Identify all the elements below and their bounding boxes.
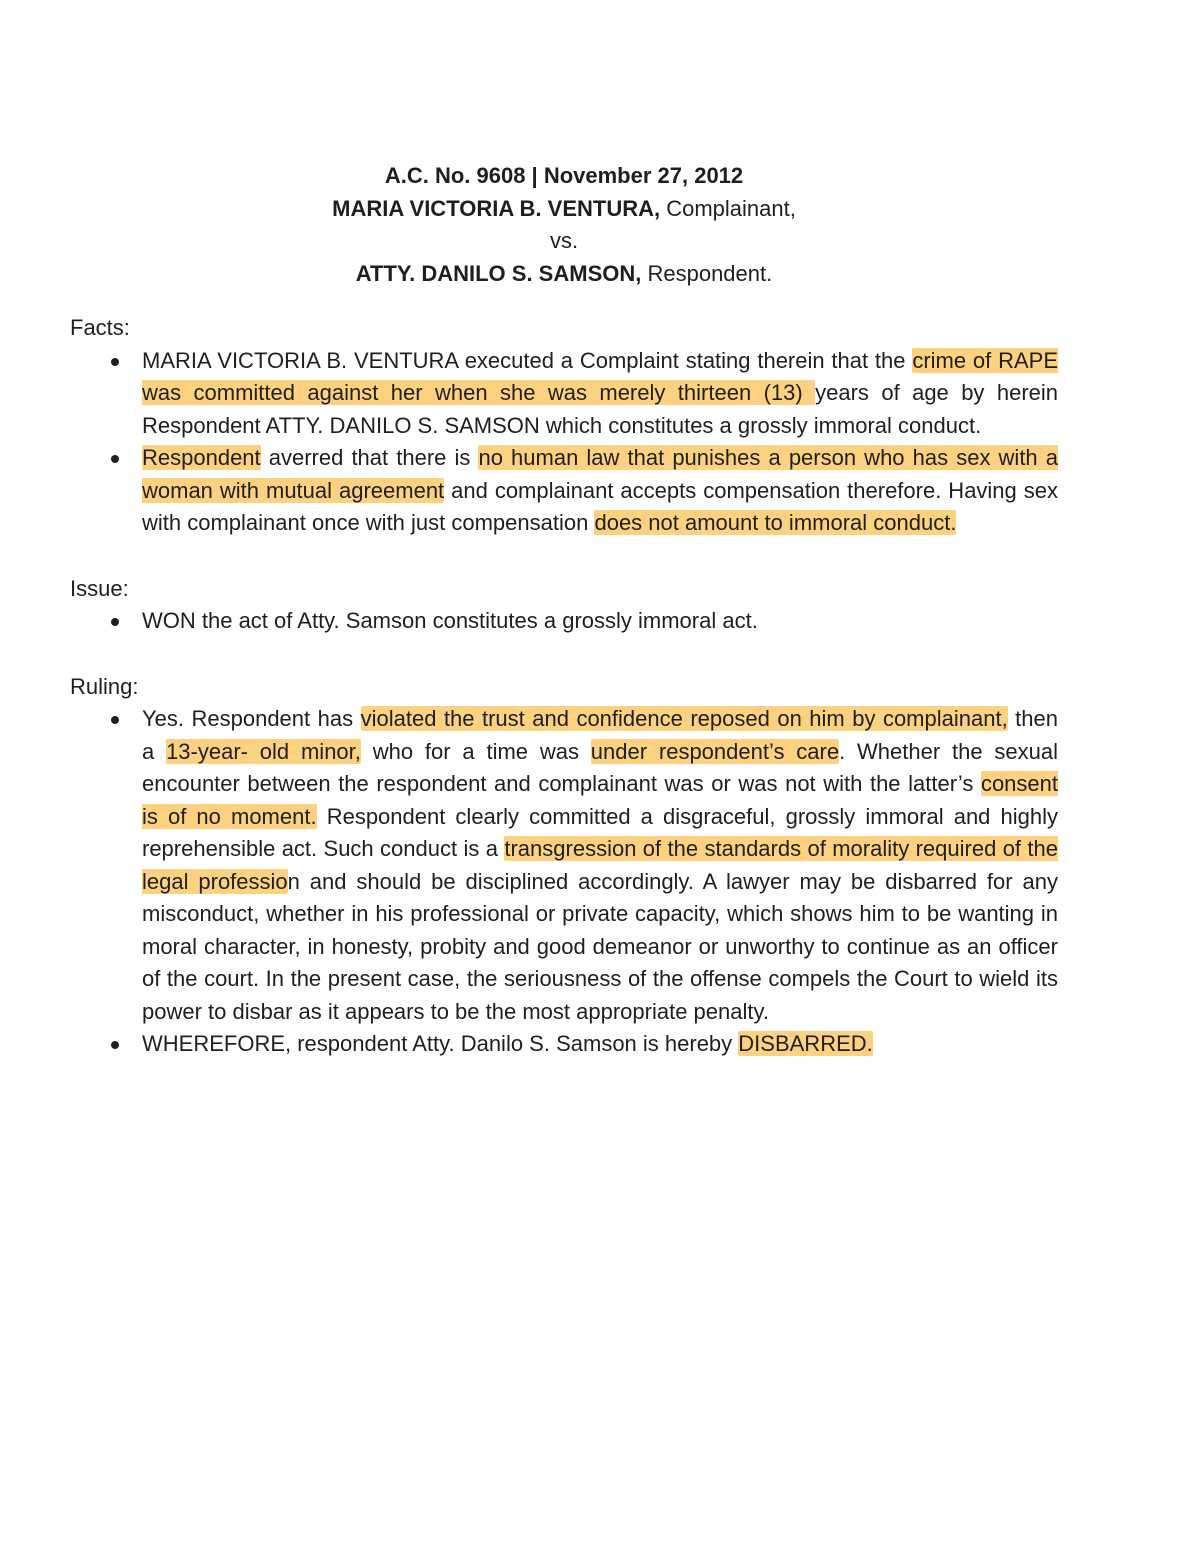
case-header	[70, 160, 1058, 290]
highlighted-text: 13-year- old minor,	[166, 738, 361, 764]
body-text: WON the act of Atty. Samson constitutes a grossly immoral act.	[142, 608, 758, 633]
complainant-line	[70, 193, 1058, 226]
issue-item	[70, 605, 1058, 638]
respondent-line	[70, 258, 1058, 291]
highlighted-text: DISBARRED.	[738, 1031, 873, 1056]
ruling-item	[70, 1028, 1058, 1061]
highlighted-text: consent is of no moment.	[142, 771, 1058, 829]
ruling-item	[70, 703, 1058, 1028]
facts-item	[70, 345, 1058, 443]
body-text: years of age by herein Respondent ATTY. DANILO S. SAMSON which constitutes a grossly immoral conduct.	[142, 380, 1058, 438]
facts-section	[70, 312, 1058, 540]
body-text: WHEREFORE, respondent Atty. Danilo S. Samson is hereby	[142, 1031, 739, 1056]
body-text: then a	[142, 706, 1058, 764]
highlighted-text: violated the trust and confidence reposed on him by complainant,	[360, 706, 1008, 731]
bullet-icon	[111, 1041, 119, 1049]
case-number: A.C. No. 9608 | November 27, 2012	[384, 163, 744, 188]
facts-heading: Facts:	[70, 315, 130, 340]
ruling-list	[70, 703, 1058, 1061]
body-text: . Whether the sexual encounter between the respondent and complainant was or was not with the latter’s	[142, 738, 1058, 796]
body-text: MARIA VICTORIA B. VENTURA executed a Complaint stating therein that the	[142, 347, 913, 373]
respondent-role: Respondent.	[641, 260, 773, 286]
highlighted-text: under respondent’s care	[590, 738, 840, 764]
highlighted-text: Respondent	[142, 445, 261, 470]
bullet-icon	[111, 455, 119, 463]
complainant-role: Complainant,	[660, 195, 796, 221]
respondent-name: ATTY. DANILO S. SAMSON,	[355, 260, 642, 286]
document-page	[70, 160, 1058, 1061]
bullet-icon	[111, 716, 119, 724]
complainant-name: MARIA VICTORIA B. VENTURA,	[332, 195, 661, 221]
highlighted-text: no human law that punishes a person who has sex with a woman with mutual agreement	[142, 445, 1059, 503]
ruling-heading: Ruling:	[70, 673, 139, 699]
issue-section	[70, 573, 1058, 638]
body-text: Respondent clearly committed a disgraceful, grossly immoral and highly reprehensible act. Such conduct is a	[142, 803, 1058, 861]
highlighted-text: does not amount to immoral conduct.	[594, 510, 957, 535]
bullet-icon	[111, 618, 119, 626]
ruling-section	[70, 671, 1058, 1061]
issue-heading: Issue:	[70, 575, 129, 601]
versus-line: vs.	[549, 228, 579, 253]
highlighted-text: transgression of the standards of morality required of the legal professio	[142, 836, 1058, 894]
body-text: Yes. Respondent has	[142, 706, 361, 731]
body-text: who for a time was	[360, 738, 591, 764]
highlighted-text: crime of RAPE was committed against her when she was merely thirteen (13)	[142, 347, 1059, 405]
bullet-icon	[111, 358, 119, 366]
facts-list	[70, 345, 1058, 540]
body-text: and complainant accepts compensation therefore. Having sex with complainant once with just compensation	[142, 477, 1058, 535]
body-text: n and should be disciplined accordingly. A lawyer may be disbarred for any misconduct, whether in his professional or private capacity, which shows him to be wanting in moral character, in honesty, probity and good demeanor or unworthy to continue as an officer of the court. In the present case, the seriousness of the offense compels the Court to wield its power to disbar as it appears to be the most appropriate penalty.	[142, 868, 1058, 1024]
facts-item	[70, 442, 1058, 540]
body-text: averred that there is	[260, 445, 479, 470]
issue-list	[70, 605, 1058, 638]
